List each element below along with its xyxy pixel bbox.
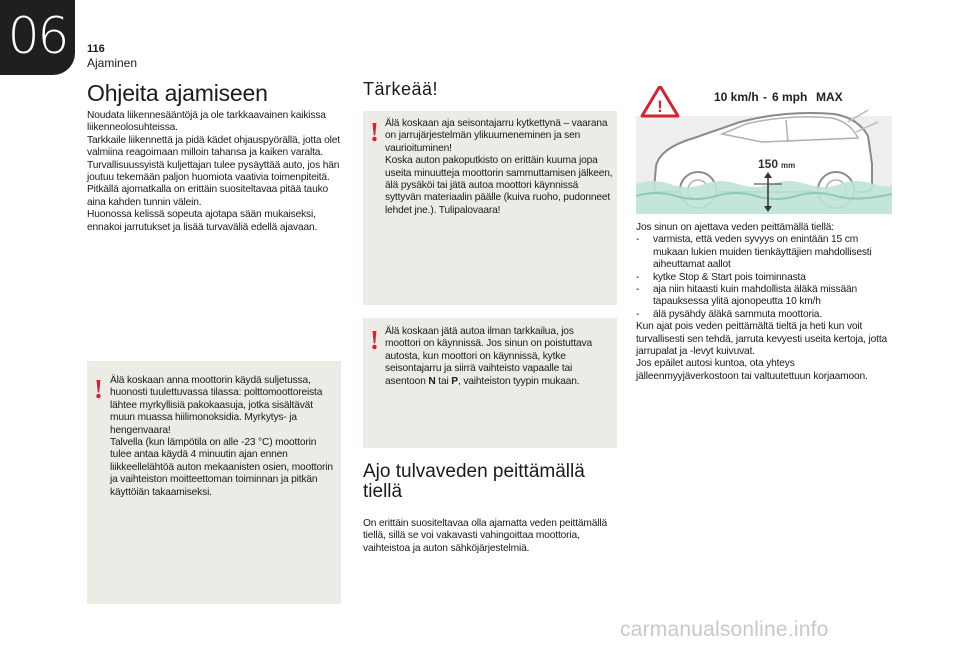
speed-kmh: 10 km/h — [714, 90, 759, 104]
list-item: - aja niin hitaasti kuin mahdollista äläkä missään tapauksessa ylitä ajonopeutta 10 km/h — [636, 284, 892, 309]
advice-paragraph: Noudata liikennesääntöjä ja ole tarkkaavainen kaikissa liikenneolosuhteissa. — [87, 110, 326, 134]
instructions-closing: Jos epäilet autosi kuntoa, ota yhteys jälleenmyyjäverkostoon tai valtuutettuun korjaamoon. — [636, 358, 868, 382]
car-in-water-illustration — [636, 86, 892, 214]
gear-p: P — [451, 375, 458, 387]
exhaust-warning-text — [110, 375, 336, 499]
important-heading: Tärkeää! — [363, 79, 439, 99]
advice-paragraph: Pitkällä ajomatkalla on erittäin suositeltavaa pitää tauko aina kahden tunnin välein. — [87, 184, 329, 208]
instructions-closing: Kun ajat pois veden peittämältä tieltä ja heti kun voit turvallisesti sen tehdä, jarruta kevyesti useita kertoja, jotta jarrupalat ja -levyt kuivuvat. — [636, 321, 888, 358]
warning-paragraph: Älä koskaan anna moottorin käydä suljetussa, huonosti tuulettuvassa tilassa: polttomoottoreista lähtee myrkyllisiä pakokaasuja, jotka sisältävät muun muassa hiilimonoksidia. Myrkytys- ja hengenvaara! — [110, 375, 323, 436]
chapter-tab — [0, 0, 75, 75]
flooded-road-heading: Ajo tulvaveden peittämällä tiellä — [363, 461, 585, 502]
list-item: - varmista, että veden syvyys on enintään 15 cm mukaan lukien muiden tienkäyttäjien mahdollisesti aiheuttamat aallot — [636, 234, 892, 271]
warning-triangle-mark: ! — [657, 97, 663, 116]
list-item: - kytke Stop & Start pois toiminnasta — [636, 272, 892, 284]
depth-unit: mm — [781, 161, 796, 170]
chapter-number: 06 — [7, 7, 68, 65]
driving-advice-heading: Ohjeita ajamiseen — [87, 80, 268, 106]
warning-paragraph: Koska auton pakoputkisto on erittäin kuuma jopa useita minuutteja moottorin sammuttamisen jälkeen, älä pysäköi tai jätä autoa moottori käynnissä syttyvän materiaalin päälle (kuiva ruoho, pudonneet lehdet jne.). Tulipalovaara! — [385, 155, 613, 216]
depth-value: 150 — [758, 157, 779, 171]
speed-mph: 6 mph — [772, 90, 808, 104]
instructions-lead: Jos sinun on ajettava veden peittämällä tiellä: — [636, 222, 834, 233]
watermark-text: carmanualsonline.info — [620, 618, 829, 641]
list-item: - älä pysähdy äläkä sammuta moottoria. — [636, 309, 892, 321]
warning-icon: ! — [94, 374, 103, 404]
flooded-road-instructions — [636, 222, 892, 383]
max-label: MAX — [816, 90, 843, 104]
warning-paragraph: Talvella (kun lämpötila on alle -23 °C) moottorin tulee antaa käydä 4 minuutin ajan ennen liikkeellelähtöä auton mekaanisten osien, moottorin ja vaihteiston moitteettoman toiminnan ja pitkän käyttöiän takaamiseksi. — [110, 437, 333, 498]
warning-icon: ! — [370, 325, 379, 355]
warning-paragraph: Älä koskaan jätä autoa ilman tarkkailua, jos moottori on käynnissä. Jos sinun on poistuttava autosta, kun moottori on käynnissä, kytke seisontajarru ja siirrä vaihteisto vapaalle tai asentoon N tai P, vaihteiston tyypin mukaan. — [385, 326, 593, 387]
advice-paragraph: Turvallisuussyistä kuljettajan tulee pysäyttää auto, jos hän joutuu tekemään paljon huomiota vaativia toimenpiteitä. — [87, 159, 340, 184]
parking-brake-warning-text — [385, 118, 613, 217]
unattended-warning-text — [385, 326, 607, 388]
advice-paragraph: Huonossa kelissä sopeuta ajotapa sään mukaiseksi, ennakoi jarrutukset ja lisää turvaväliä edellä ajavaan. — [87, 209, 318, 233]
speed-dash: - — [763, 90, 767, 104]
instructions-list — [636, 234, 892, 321]
warning-icon: ! — [370, 117, 379, 147]
gear-n: N — [428, 375, 436, 387]
flooded-road-intro: On erittäin suositeltavaa olla ajamatta veden peittämällä tiellä, sillä se voi vakavasti vahingoittaa moottoria, vaihteistoa ja auton sähköjärjestelmiä. — [363, 518, 608, 554]
page-number: 116 — [87, 43, 105, 55]
flooded-road-figure — [636, 86, 892, 214]
advice-paragraph: Tarkkaile liikennettä ja pidä kädet ohjauspyörällä, jotta olet valmiina reagoimaan milloin tahansa ja kaiken varalta. — [87, 134, 340, 159]
section-title: Ajaminen — [87, 56, 138, 70]
warning-paragraph: Älä koskaan aja seisontajarru kytkettynä – vaarana on jarrujärjestelmän ylikuumeneminen ja sen vaurioituminen! — [385, 118, 608, 154]
driving-advice-text — [87, 110, 341, 234]
